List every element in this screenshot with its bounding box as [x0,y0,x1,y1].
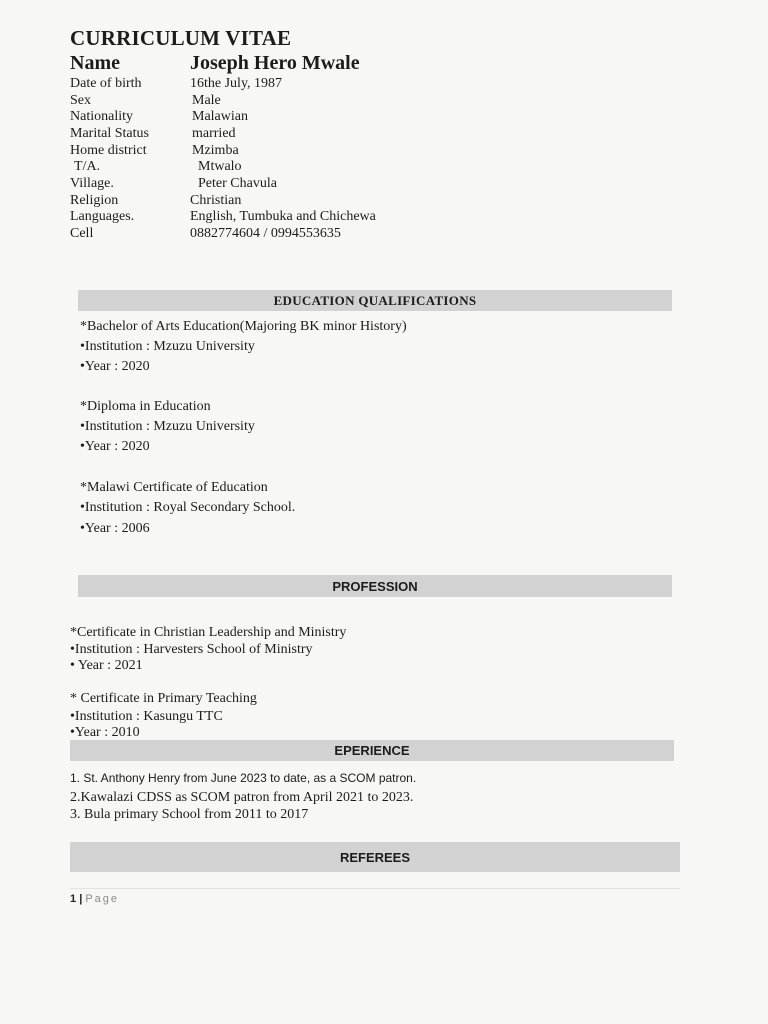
info-row-ta [0,158,768,175]
education-entry-year: •Year : 2006 [80,521,150,536]
info-label: Sex [70,93,91,108]
experience-item: 2.Kawalazi CDSS as SCOM patron from April 2021 to 2023. [70,790,414,805]
info-value: Christian [190,193,242,208]
info-label: Languages. [70,209,135,224]
info-label: Cell [70,226,94,241]
referees-heading: REFEREES [70,842,680,872]
name-value: Joseph Hero Mwale [190,52,360,74]
profession-heading: PROFESSION [78,575,672,597]
experience-item: 1. St. Anthony Henry from June 2023 to date, as a SCOM patron. [70,771,417,785]
education-entry-institution: •Institution : Royal Secondary School. [80,500,296,515]
info-label: Date of birth [70,76,142,91]
info-row-languages [0,208,768,225]
education-entry-year: •Year : 2020 [80,439,150,454]
page-separator: | [79,893,83,905]
info-label: Marital Status [70,126,149,141]
experience-item: 3. Bula primary School from 2011 to 2017 [70,807,309,822]
education-entry-institution: •Institution : Mzuzu University [80,419,255,434]
info-row-religion [0,192,768,209]
profession-entry-year: •Year : 2010 [70,725,140,740]
document-title: CURRICULUM VITAE [70,26,292,50]
name-label: Name [70,52,120,74]
info-value: Mzimba [192,143,239,158]
education-entry-year: •Year : 2020 [80,359,150,374]
info-label: Nationality [70,109,133,124]
profession-entry-institution: •Institution : Kasungu TTC [70,709,223,724]
info-value: Peter Chavula [198,176,277,191]
info-label: Religion [70,193,119,208]
page-word: Page [85,893,120,905]
education-entry-title: *Malawi Certificate of Education [80,480,268,495]
profession-entry-institution: •Institution : Harvesters School of Ministry [70,642,313,657]
info-value: Male [192,93,221,108]
info-value: Mtwalo [198,159,242,174]
info-row-cell [0,225,768,242]
profession-entry-title: * Certificate in Primary Teaching [70,691,257,706]
education-entry-title: *Diploma in Education [80,399,211,414]
info-value: 0882774604 / 0994553635 [190,226,341,241]
info-row-village [0,175,768,192]
info-label: Home district [70,143,147,158]
info-label: T/A. [74,159,101,174]
page-number: 1 [70,893,77,905]
info-label: Village. [70,176,114,191]
education-heading: EDUCATION QUALIFICATIONS [78,290,672,311]
experience-heading: EPERIENCE [70,740,674,761]
education-entry-institution: •Institution : Mzuzu University [80,339,255,354]
profession-entry-title: *Certificate in Christian Leadership and Ministry [70,625,347,640]
info-row-sex [0,92,768,109]
footer-divider [70,888,680,889]
info-row-nationality [0,108,768,125]
profession-entry-year: • Year : 2021 [70,658,143,673]
info-row-dob [0,75,768,92]
info-row-home-district [0,142,768,159]
info-value: married [192,126,236,141]
info-value: Malawian [192,109,248,124]
page-footer [70,893,119,905]
info-value: English, Tumbuka and Chichewa [190,209,376,224]
info-row-marital-status [0,125,768,142]
info-value: 16the July, 1987 [190,76,283,91]
education-entry-title: *Bachelor of Arts Education(Majoring BK minor History) [80,319,407,334]
